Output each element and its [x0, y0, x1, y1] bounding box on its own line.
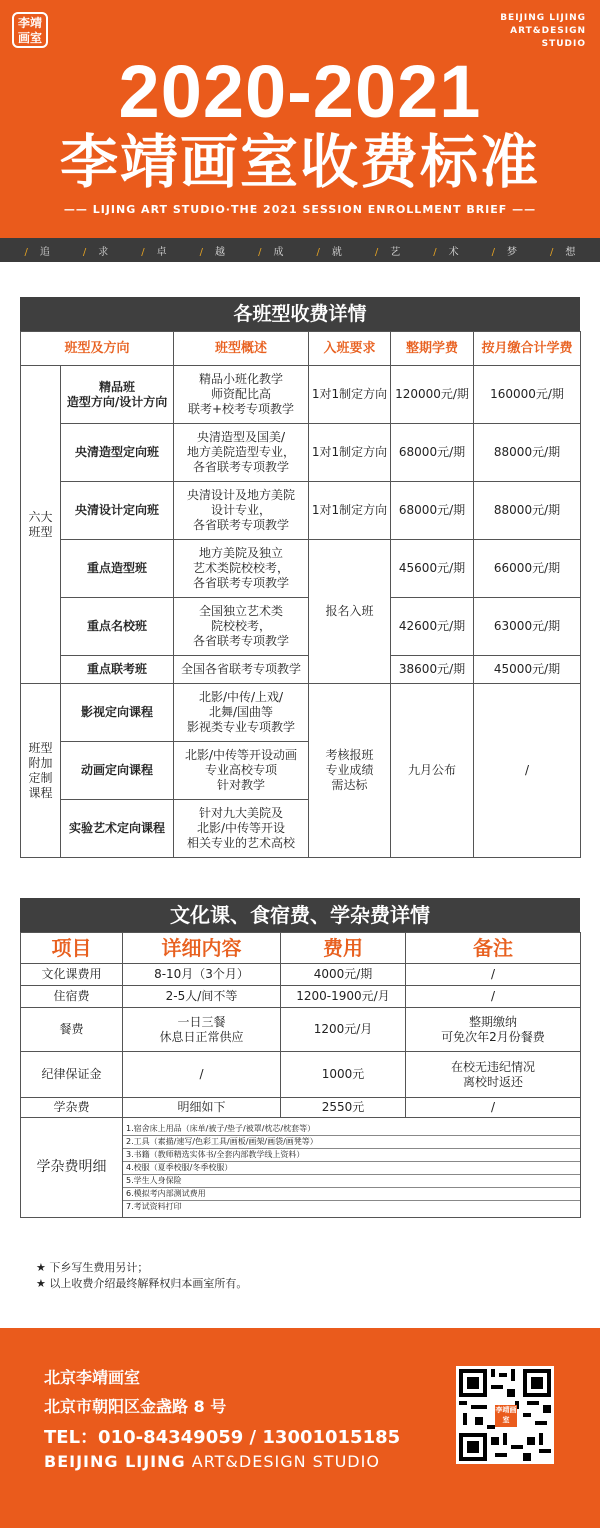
fee-item: 纪律保证金 [21, 1052, 123, 1098]
table-row [21, 482, 581, 540]
col-header: 班型概述 [174, 332, 309, 366]
col-header: 项目 [21, 933, 123, 964]
table-row [21, 1118, 581, 1218]
fee-amount: 1200-1900元/月 [281, 986, 406, 1008]
footer [0, 1328, 600, 1528]
slogan-char: / 艺 [374, 246, 401, 258]
group-label: 六大班型 [21, 366, 61, 684]
table-row [21, 598, 581, 656]
header-banner [0, 0, 600, 238]
fee-item: 住宿费 [21, 986, 123, 1008]
class-name: 动画定向课程 [61, 742, 174, 800]
class-fee: 42600元/期 [391, 598, 474, 656]
fee-amount: 1200元/月 [281, 1008, 406, 1052]
class-desc: 针对九大美院及 北影/中传等开设 相关专业的艺术高校 [174, 800, 309, 858]
class-monthly-fee: 63000元/期 [474, 598, 581, 656]
table-row [21, 1008, 581, 1052]
slogan-char: / 术 [433, 246, 459, 258]
note-line: ★ 下乡写生费用另计； [36, 1261, 149, 1274]
fee-item: 文化课费用 [21, 964, 123, 986]
note-line: ★ 以上收费介绍最终解释权归本画室所有。 [36, 1277, 248, 1290]
col-header: 费用 [281, 933, 406, 964]
table-row [21, 366, 581, 424]
fee-amount: 2550元 [281, 1098, 406, 1118]
slogan-bar [0, 238, 600, 262]
class-name: 重点联考班 [61, 656, 174, 684]
col-header: 整期学费 [391, 332, 474, 366]
year-range: 2020-2021 [118, 50, 482, 133]
class-monthly-fee: 88000元/期 [474, 482, 581, 540]
class-name: 重点造型班 [61, 540, 174, 598]
detail-label: 学杂费明细 [21, 1118, 123, 1218]
class-req: 1对1制定方向 [309, 424, 391, 482]
fee-note: / [406, 986, 581, 1008]
slogan-char: / 就 [316, 246, 342, 258]
tuition-section-title: 各班型收费详情 [20, 297, 580, 331]
table-row [21, 656, 581, 684]
class-monthly-fee: 88000元/期 [474, 424, 581, 482]
fee-amount: 1000元 [281, 1052, 406, 1098]
class-req: 报名入班 [309, 540, 391, 684]
slogan-char: / 求 [82, 246, 109, 258]
table-row [21, 986, 581, 1008]
class-name: 央清设计定向班 [61, 482, 174, 540]
english-subtitle: —— LIJING ART STUDIO·THE 2021 SESSION ENROLLMENT BRIEF —— [63, 203, 537, 216]
detail-item: 5.学生人身保险 [123, 1175, 580, 1188]
fee-note: 整期缴纳 可免次年2月份餐费 [406, 1008, 581, 1052]
table-row [21, 540, 581, 598]
class-fee: 68000元/期 [391, 482, 474, 540]
class-desc: 北影/中传等开设动画 专业高校专项 针对教学 [174, 742, 309, 800]
table-row [21, 964, 581, 986]
class-desc: 北影/中传/上戏/ 北舞/国曲等 影视类专业专项教学 [174, 684, 309, 742]
col-header: 入班要求 [309, 332, 391, 366]
class-monthly-fee: 66000元/期 [474, 540, 581, 598]
slogan-char: / 追 [24, 246, 50, 258]
fee-note: 在校无违纪情况 离校时返还 [406, 1052, 581, 1098]
fee-note: / [406, 964, 581, 986]
studio-address: 北京市朝阳区金盏路 8 号 [44, 1397, 227, 1416]
class-req: 1对1制定方向 [309, 482, 391, 540]
slogan-char: / 越 [199, 246, 226, 258]
table-header-row [21, 933, 581, 964]
class-fee: 68000元/期 [391, 424, 474, 482]
detail-item: 2.工具（素描/速写/色彩工具/画板/画架/画袋/画凳等） [123, 1136, 580, 1149]
qr-center-logo: 李靖画室 [495, 1405, 517, 1427]
studio-logo: 李靖画室 [12, 12, 48, 48]
fee-note: / [406, 1098, 581, 1118]
fee-detail: 一日三餐 休息日正常供应 [123, 1008, 281, 1052]
class-req: 1对1制定方向 [309, 366, 391, 424]
slogan-char: / 想 [550, 246, 576, 258]
misc-fee-table [20, 932, 581, 1218]
brand-line: ART&DESIGN [510, 26, 586, 36]
class-name: 影视定向课程 [61, 684, 174, 742]
table-row [21, 1052, 581, 1098]
col-header: 按月缴合计学费 [474, 332, 581, 366]
detail-item: 4.校服（夏季校服/冬季校服） [123, 1162, 580, 1175]
studio-phone: TEL：010-84349059 / 13001015185 [44, 1427, 401, 1448]
class-fee: 38600元/期 [391, 656, 474, 684]
brand-line: BEIJING LIJING [500, 13, 586, 23]
fee-item: 餐费 [21, 1008, 123, 1052]
col-header: 详细内容 [123, 933, 281, 964]
detail-list [123, 1118, 581, 1218]
brand-line: STUDIO [541, 39, 586, 49]
slogan-char: / 成 [258, 246, 284, 258]
table-row [21, 684, 581, 742]
group-label: 班型附加定制课程 [21, 684, 61, 858]
table-row [21, 1098, 581, 1118]
slogan-char: / 卓 [141, 246, 167, 258]
detail-item: 6.模拟考内部测试费用 [123, 1188, 580, 1201]
studio-name: 北京李靖画室 [44, 1368, 141, 1387]
table-row [21, 424, 581, 482]
class-monthly-fee: / [474, 684, 581, 858]
qr-code-icon [456, 1366, 554, 1464]
misc-section-title: 文化课、食宿费、学杂费详情 [20, 898, 580, 932]
class-desc: 精品小班化教学 师资配比高 联考+校考专项教学 [174, 366, 309, 424]
detail-item: 7.考试资料打印 [126, 1201, 182, 1211]
class-fee: 九月公布 [391, 684, 474, 858]
table-header-row [21, 332, 581, 366]
class-name: 重点名校班 [61, 598, 174, 656]
fee-detail: 2-5人/间不等 [123, 986, 281, 1008]
slogan-char: / 梦 [491, 246, 517, 258]
detail-item: 3.书籍（教师精选实体书/全套内部教学线上资料） [123, 1149, 580, 1162]
fee-detail: / [123, 1052, 281, 1098]
class-req: 考核报班 专业成绩 需达标 [309, 684, 391, 858]
class-desc: 全国独立艺术类 院校校考， 各省联考专项教学 [174, 598, 309, 656]
class-fee: 45600元/期 [391, 540, 474, 598]
detail-item: 1.宿舍床上用品（床单/被子/垫子/被罩/枕芯/枕套等） [123, 1123, 580, 1136]
col-header: 班型及方向 [21, 332, 174, 366]
fee-detail: 明细如下 [123, 1098, 281, 1118]
class-fee: 120000元/期 [391, 366, 474, 424]
fee-item: 学杂费 [21, 1098, 123, 1118]
page-title: 李靖画室收费标准 [59, 128, 540, 196]
class-name: 央清造型定向班 [61, 424, 174, 482]
class-name: 实验艺术定向课程 [61, 800, 174, 858]
notes [36, 1260, 247, 1292]
class-desc: 央清造型及国美/ 地方美院造型专业， 各省联考专项教学 [174, 424, 309, 482]
fee-amount: 4000元/期 [281, 964, 406, 986]
class-name: 精品班 造型方向/设计方向 [61, 366, 174, 424]
class-desc: 地方美院及独立 艺术类院校校考， 各省联考专项教学 [174, 540, 309, 598]
class-monthly-fee: 45000元/期 [474, 656, 581, 684]
tuition-table [20, 331, 581, 858]
studio-english-name: BEIJING LIJING ART&DESIGN STUDIO [44, 1452, 380, 1471]
class-monthly-fee: 160000元/期 [474, 366, 581, 424]
brand-english [500, 12, 586, 51]
col-header: 备注 [406, 933, 581, 964]
class-desc: 全国各省联考专项教学 [174, 656, 309, 684]
fee-detail: 8-10月（3个月） [123, 964, 281, 986]
class-desc: 央清设计及地方美院 设计专业， 各省联考专项教学 [174, 482, 309, 540]
